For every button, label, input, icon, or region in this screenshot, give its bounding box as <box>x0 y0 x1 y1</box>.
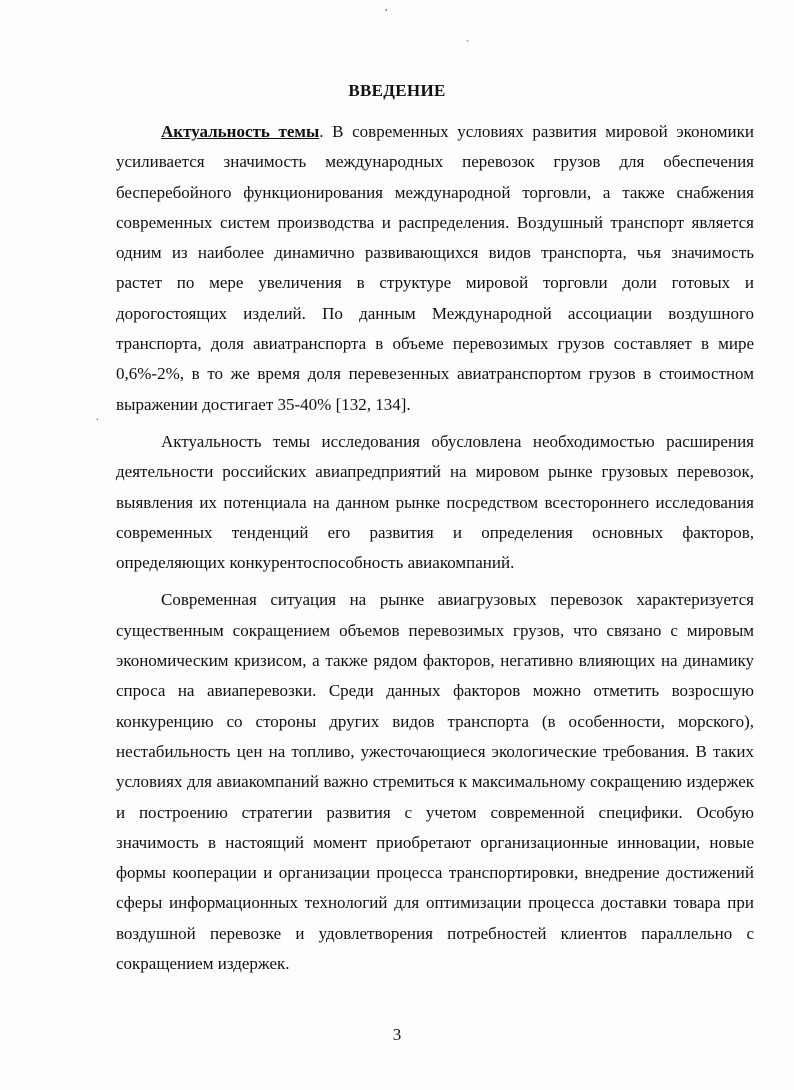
section-title: ВВЕДЕНИЕ <box>348 81 446 100</box>
scan-mark: ` <box>466 40 470 51</box>
scan-mark: , <box>385 2 388 13</box>
scan-mark: . <box>96 412 99 423</box>
page-number: 3 <box>392 1025 402 1044</box>
paragraph-research: Актуальность темы исследования обусловлена необходимостью расширения деятельности российских авиапредприятий на мировом рынке грузовых перевозок, выявления их потенциала на данном рынке посредством всестороннего исследования современных тенденций его развития и определения основных факторов, определяющих конкурентоспособность авиакомпаний. <box>116 431 754 573</box>
relevance-heading: Актуальность темы <box>161 122 320 141</box>
paragraph-text: . В современных условиях развития мировой экономики усиливается значимость международных перевозок грузов для обеспечения бесперебойного функционирования международной торговли, а также снабжения современных систем производства и распределения. Воздушный транспорт является одним из наиболее динамично развивающихся видов транспорта, чья значимость растет по мере увеличения в структуре мировой торговли доли готовых и дорогостоящих изделий. По данным Международной ассоциации воздушного транспорта, доля авиатранспорта в объеме перевозимых грузов составляет в мире 0,6%-2%, в то же время доля перевезенных авиатранспортом грузов в стоимостном выражении достигает 35-40% [132, 134]. <box>116 122 754 414</box>
paragraph-relevance <box>116 117 754 420</box>
paragraph-market: Современная ситуация на рынке авиагрузовых перевозок характеризуется существенным сокращением объемов перевозимых грузов, что связано с мировым экономическим кризисом, а также рядом факторов, негативно влияющих на динамику спроса на авиаперевозки. Среди данных факторов можно отметить возросшую конкуренцию со стороны других видов транспорта (в особенности, морского), нестабильность цен на топливо, ужесточающиеся экологические требования. В таких условиях для авиакомпаний важно стремиться к максимальному сокращению издержек и построению стратегии развития с учетом современной специфики. Особую значимость в настоящий момент приобретают организационные инновации, новые формы кооперации и организации процесса транспортировки, внедрение достижений сферы информационных технологий для оптимизации процесса доставки товара при воздушной перевозке и удовлетворения потребностей клиентов параллельно с сокращением издержек. <box>116 590 754 974</box>
body-text <box>116 117 754 979</box>
